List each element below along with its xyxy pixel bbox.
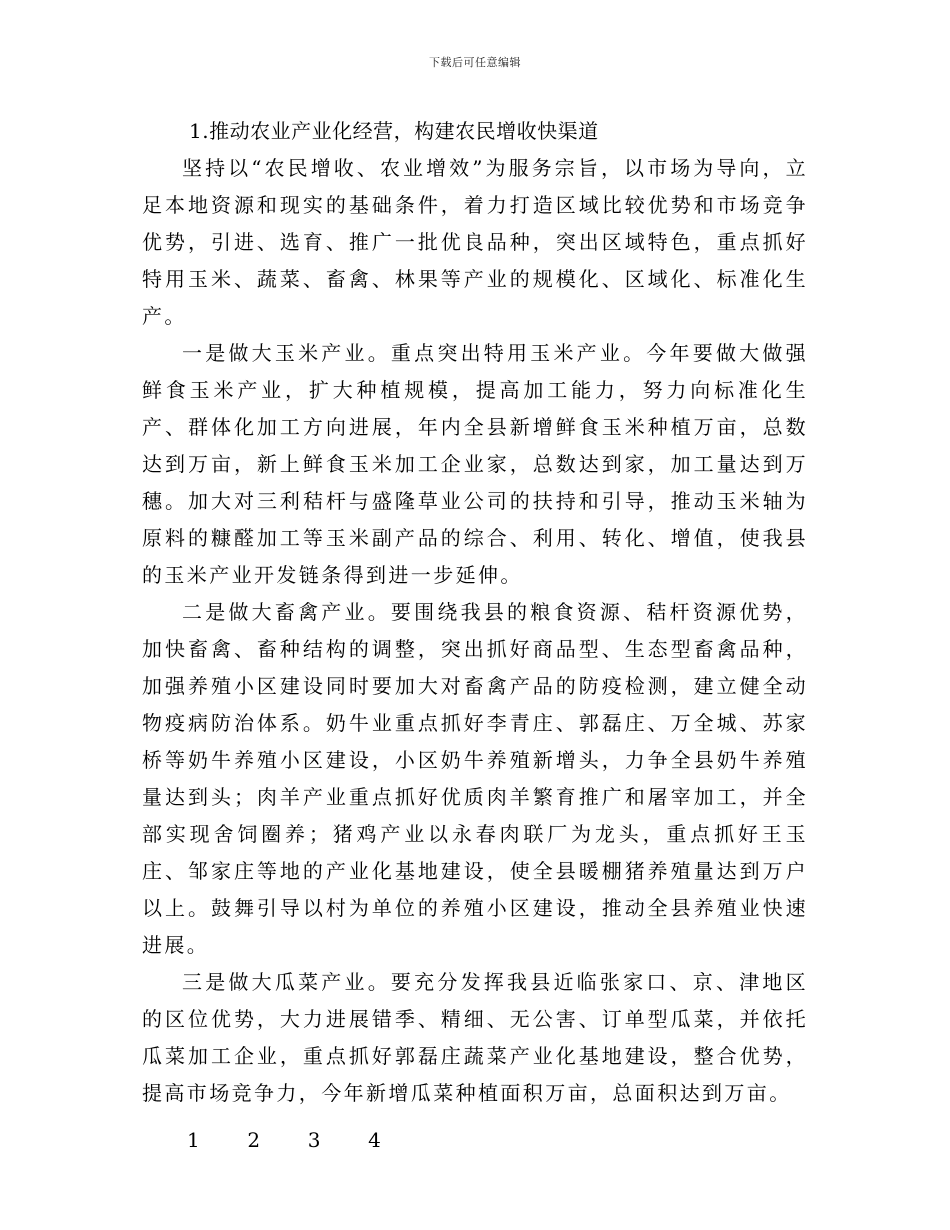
- page-number-list: [142, 1120, 808, 1160]
- paragraph-livestock-industry: 二是做大畜禽产业。要围绕我县的粮食资源、秸杆资源优势，加快畜禽、畜种结构的调整，突出抓好商品型、生态型畜禽品种，加强养殖小区建设同时要加大对畜禽产品的防疫检测，建立健全动物疫病防治体系。奶牛业重点抓好李青庄、郭磊庄、万全城、苏家桥等奶牛养殖小区建设，小区奶牛养殖新增头，力争全县奶牛养殖量达到头；肉羊产业重点抓好优质肉羊繁育推广和屠宰加工，并全部实现舍饲圈养；猪鸡产业以永春肉联厂为龙头，重点抓好王玉庄、邹家庄等地的产业化基地建设，使全县暖棚猪养殖量达到万户以上。鼓舞引导以村为单位的养殖小区建设，推动全县养殖业快速进展。: [142, 600, 808, 957]
- header-note: 下载后可任意编辑: [429, 56, 521, 69]
- page-number[interactable]: 1: [187, 1128, 200, 1152]
- section-heading: 1.推动农业产业化经营，构建农民增收快渠道: [189, 119, 599, 143]
- page-number[interactable]: 4: [368, 1128, 381, 1152]
- page-number[interactable]: 3: [307, 1128, 321, 1152]
- paragraph-corn-industry: 一是做大玉米产业。重点突出特用玉米产业。今年要做大做强鲜食玉米产业，扩大种植规模，提高加工能力，努力向标准化生产、群体化加工方向进展，年内全县新增鲜食玉米种植万亩，总数达到万亩，新上鲜食玉米加工企业家，总数达到家，加工量达到万穗。加大对三利秸杆与盛隆草业公司的扶持和引导，推动玉米轴为原料的糠醛加工等玉米副产品的综合、利用、转化、增值，使我县的玉米产业开发链条得到进一步延伸。: [142, 341, 808, 587]
- document-body: [142, 112, 808, 1160]
- paragraph-intro: 坚持以“农民增收、农业增效”为服务宗旨，以市场为导向，立足本地资源和现实的基础条件，着力打造区域比较优势和市场竞争优势，引进、选育、推广一批优良品种，突出区域特色，重点抓好特用玉米、蔬菜、畜禽、林果等产业的规模化、区域化、标准化生产。: [142, 156, 808, 328]
- page-number[interactable]: 2: [247, 1128, 261, 1152]
- paragraph-vegetable-industry: 三是做大瓜菜产业。要充分发挥我县近临张家口、京、津地区的区位优势，大力进展错季、精细、无公害、订单型瓜菜，并依托瓜菜加工企业，重点抓好郭磊庄蔬菜产业化基地建设，整合优势，提高市场竞争力，今年新增瓜菜种植面积万亩，总面积达到万亩。: [142, 970, 808, 1105]
